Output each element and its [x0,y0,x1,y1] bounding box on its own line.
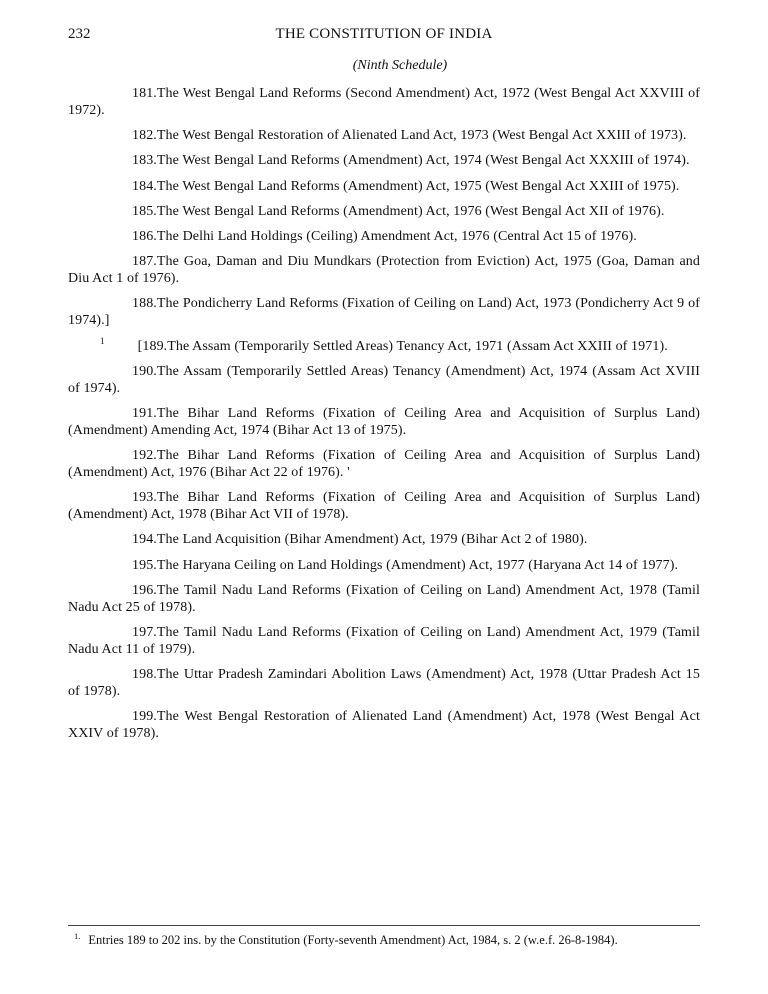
schedule-entry [68,295,700,329]
entry-number: 188. [132,296,157,312]
entry-number: 185. [132,203,157,219]
entry-number: 197. [132,625,157,640]
entry-text: The Goa, Daman and Diu Mundkars (Protection from Eviction) Act, 1975 (Goa, Daman and Diu Act 1 of 1976). [68,254,700,287]
entry-text: The West Bengal Land Reforms (Amendment) Act, 1976 (West Bengal Act XII of 1976). [156,203,665,219]
entry-number: 191. [132,405,157,421]
page-title: THE CONSTITUTION OF INDIA [275,26,493,42]
entry-number: 186. [132,228,157,244]
entry-number: 193. [132,490,157,506]
entry-text: The West Bengal Restoration of Alienated Land (Amendment) Act, 1978 (West Bengal Act XXIV of 1978). [68,709,700,742]
entry-text: The West Bengal Restoration of Alienated Land Act, 1973 (West Bengal Act XXIII of 1973). [156,128,687,144]
schedule-entry [68,152,700,169]
entry-text: The Bihar Land Reforms (Fixation of Ceiling Area and Acquisition of Surplus Land) (Amendment) Act, 1976 (Bihar Act 22 of 1976). ' [68,448,700,481]
entry-text: The West Bengal Land Reforms (Amendment) Act, 1975 (West Bengal Act XXIII of 1975). [156,178,680,194]
schedule-entry [68,531,700,548]
entry-text: The Tamil Nadu Land Reforms (Fixation of Ceiling on Land) Amendment Act, 1978 (Tamil Nadu Act 25 of 1978). [68,582,700,615]
entry-text: The Bihar Land Reforms (Fixation of Ceiling Area and Acquisition of Surplus Land) (Amendment) Amending Act, 1974 (Bihar Act 13 of 1975). [68,405,700,438]
entry-number: 192. [132,448,157,464]
schedule-entry [68,708,700,742]
schedule-entry [68,666,700,700]
entry-number: 184. [132,178,157,194]
schedule-entry [68,489,700,523]
schedule-entry [68,582,700,616]
footnote-reference: 1 [100,335,105,346]
schedule-entry [68,253,700,287]
schedule-entry [68,127,700,144]
entry-number: [189. [137,338,168,354]
footnote-rule [68,925,700,926]
entry-text: The Assam (Temporarily Settled Areas) Tenancy Act, 1971 (Assam Act XXIII of 1971). [167,338,668,354]
schedule-entry [68,228,700,245]
schedule-entry [68,624,700,658]
entry-number: 183. [132,153,157,169]
footnote-text: Entries 189 to 202 ins. by the Constitution (Forty-seventh Amendment) Act, 1984, s. 2 (w.e.f. 26-8-1984). [88,933,618,947]
page-number: 232 [68,26,91,42]
entry-text: The Bihar Land Reforms (Fixation of Ceiling Area and Acquisition of Surplus Land) (Amendment) Act, 1978 (Bihar Act VII of 1978). [68,490,700,523]
entry-text: The Assam (Temporarily Settled Areas) Tenancy (Amendment) Act, 1974 (Assam Act XVIII of 1974). [68,363,700,396]
entry-text: The Delhi Land Holdings (Ceiling) Amendment Act, 1976 (Central Act 15 of 1976). [156,228,637,244]
schedule-entry [68,405,700,439]
entry-number: 195. [132,557,157,573]
entry-number: 182. [132,128,157,144]
entry-text: The Pondicherry Land Reforms (Fixation of Ceiling on Land) Act, 1973 (Pondicherry Act 9 of 1974).] [68,296,700,329]
schedule-entry [68,85,700,119]
entry-number: 194. [132,532,157,548]
entry-text: The Haryana Ceiling on Land Holdings (Amendment) Act, 1977 (Haryana Act 14 of 1977). [156,557,679,573]
entry-number: 187. [132,254,157,270]
entry-number: 199. [132,709,157,725]
entry-text: The Uttar Pradesh Zamindari Abolition Laws (Amendment) Act, 1978 (Uttar Pradesh Act 15 of 1978). [68,667,700,700]
schedule-entry [68,447,700,481]
schedule-entry [68,203,700,220]
schedule-subtitle: (Ninth Schedule) [352,58,448,73]
footnote-marker: 1. [74,930,81,941]
entry-number: 198. [132,667,157,683]
entry-number: 181. [132,86,157,101]
entry-text: The Tamil Nadu Land Reforms (Fixation of Ceiling on Land) Amendment Act, 1979 (Tamil Nadu Act 11 of 1979). [68,625,700,657]
footnote [74,932,714,948]
schedule-entry [68,178,700,195]
entry-text: The West Bengal Land Reforms (Second Amendment) Act, 1972 (West Bengal Act XXVIII of 1972). [68,86,700,118]
schedule-entry [68,557,700,574]
entries-list [68,85,700,751]
schedule-entry [68,363,700,397]
entry-number: 190. [132,363,157,379]
entry-number: 196. [132,582,157,598]
entry-text: The Land Acquisition (Bihar Amendment) Act, 1979 (Bihar Act 2 of 1980). [156,532,588,548]
entry-text: The West Bengal Land Reforms (Amendment) Act, 1974 (West Bengal Act XXXIII of 1974). [156,153,690,169]
schedule-entry [68,335,700,355]
